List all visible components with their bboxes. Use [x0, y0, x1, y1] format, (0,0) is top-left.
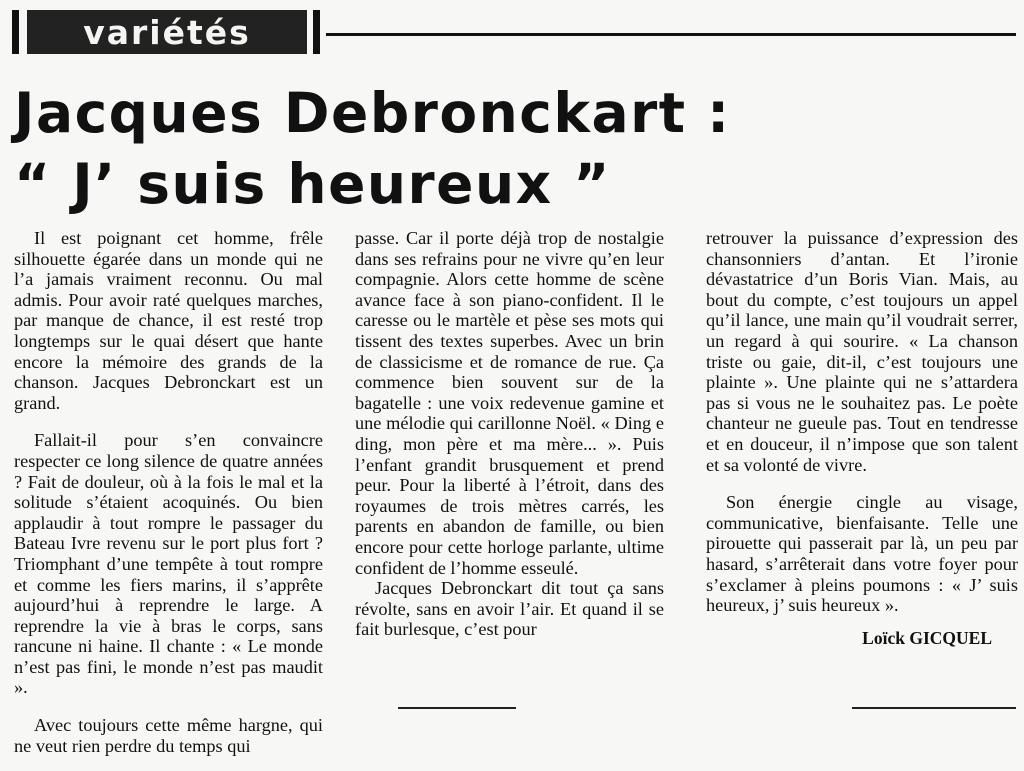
article-paragraph: retrouver la puissance d’expression des chansonniers d’antan. Et l’ironie dévastatrice d’un Boris Vian. Mais, au bout du compte, c’est toujours un appel qu’il lance, une main qu’il voudrait serrer, un regard à qui sourire. « La chanson triste ou gaie, dit-il, c’est toujours une plainte ». Une plainte qui ne s’attardera pas si vous ne le souhaitez pas. Le poète chanteur ne gueule pas. Tout en tendresse et en douceur, il n’impose que son talent et sa volonté de vivre. [706, 228, 1018, 475]
article-paragraph: Fallait-il pour s’en convaincre respecter ce long silence de quatre années ? Fait de douleur, où à la fois le mal et la solitude s’étaient acoquinés. Ou bien applaudir à tout rompre le passager du Bateau Ivre revenu sur le port plus fort ? Triomphant d’une tempête à tout rompre et comme les fiers marins, il s’apprête aujourd’hui à reprendre le large. A reprendre la vie à bras le corps, sans rancune ni haine. Il chante : « Le monde n’est pas fini, le monde n’est pas maudit ». [14, 430, 323, 698]
rubric-banner [27, 10, 307, 54]
headline-line-1: Jacques Debronckart : [14, 81, 731, 145]
article-paragraph: Avec toujours cette même hargne, qui ne veut rien perdre du temps qui [14, 715, 323, 756]
article-paragraph: Il est poignant cet homme, frêle silhouette égarée dans un monde qui ne l’a jamais vraiment reconnu. Ou mal admis. Pour avoir raté quelques marches, par manque de chance, il est resté trop longtemps sur le quai désert que hante encore la mémoire des grands de la chanson. Jacques Debronckart est un grand. [14, 228, 323, 413]
headline-line-2: “ J’ suis heureux ” [14, 152, 611, 216]
article-paragraph: Jacques Debronckart dit tout ça sans révolte, sans en avoir l’air. Et quand il se fait burlesque, c’est pour [355, 578, 664, 640]
article-paragraph: Son énergie cingle au visage, communicative, bienfaisante. Telle une pirouette qui passerait par là, un peu par hasard, s’arrêterait dans votre foyer pour s’exclamer à pleins poumons : « J’ suis heureux, j’ suis heureux ». [706, 492, 1018, 616]
column-3-end-rule [852, 707, 1016, 709]
rubric-label: variétés [83, 12, 251, 52]
article-column-3 [706, 228, 1018, 648]
rubric-rule-right [313, 10, 320, 54]
article-column-1 [14, 228, 323, 756]
article-paragraph: passe. Car il porte déjà trop de nostalgie dans ses refrains pour ne vivre qu’en leur compagnie. Alors cette homme de scène avance face à son piano-confident. Il le caresse ou le martèle et pèse ses mots qui tissent des textes superbes. Avec un brin de classicisme et de romance de rue. Ça commence bien souvent sur de la bagatelle : une voix redevenue gamine et une mélodie qui carillonne Noël. « Ding e ding, mon père et ma mère... ». Puis l’enfant grandit brusquement et prend peur. Pour la liberté à l’étroit, dans des royaumes de trois mètres carrés, les parents en abandon de famille, ou bien encore pour cette horloge parlante, ultime confident de l’homme esseulé. [355, 228, 664, 578]
author-signature: Loïck GICQUEL [862, 627, 992, 648]
header-rule [326, 33, 1016, 36]
article-column-2 [355, 228, 664, 640]
article-headline [14, 78, 1014, 220]
rubric-rule-left [12, 10, 19, 54]
column-2-end-rule [398, 707, 516, 709]
